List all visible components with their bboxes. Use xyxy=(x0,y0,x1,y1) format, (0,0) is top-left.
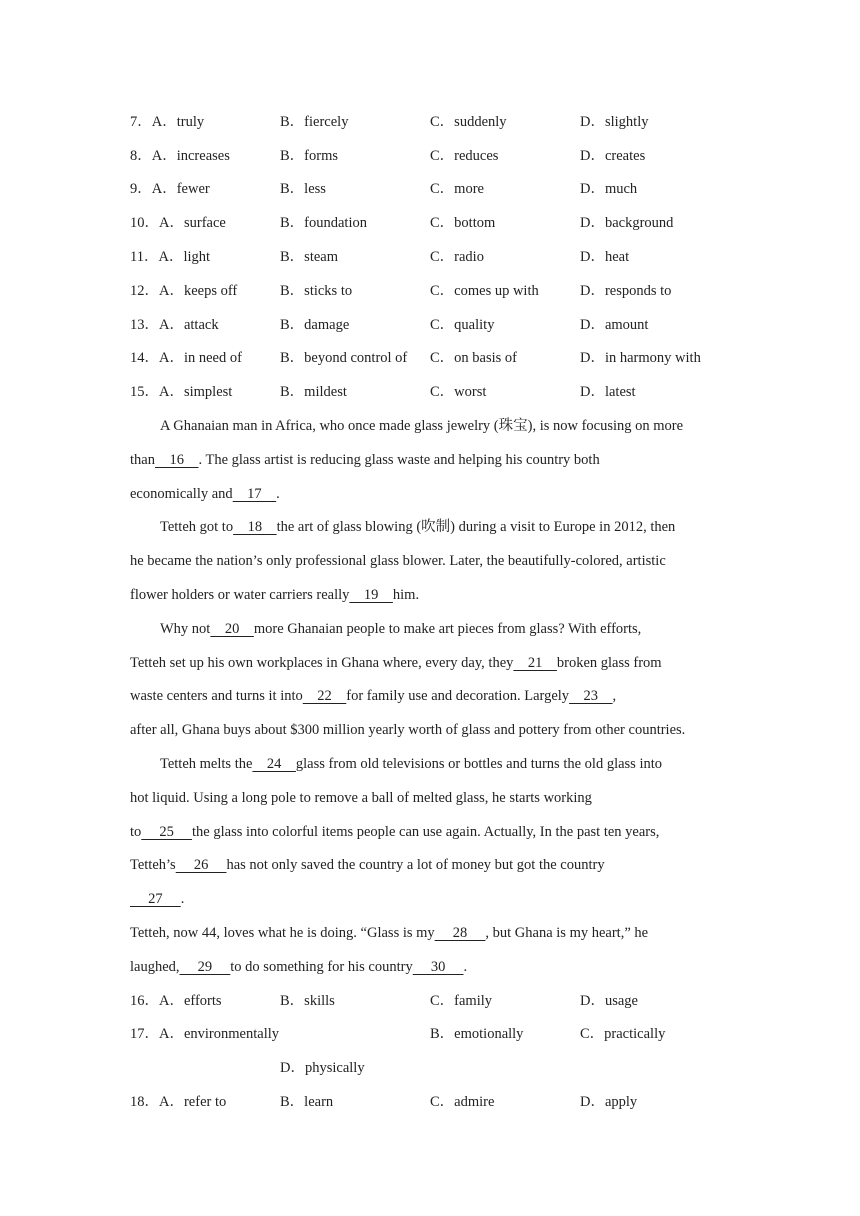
blank-26: 26 xyxy=(175,857,227,873)
option-d: D．latest xyxy=(580,384,636,400)
option-a: 14．A．in need of xyxy=(130,350,242,366)
blank-21: 21 xyxy=(513,655,557,671)
option-c: C．quality xyxy=(430,317,495,333)
option-b: B．mildest xyxy=(280,384,347,400)
option-b: B．forms xyxy=(280,148,338,164)
option-d: D．slightly xyxy=(580,114,649,130)
option-d: D．usage xyxy=(580,993,638,1009)
question-row xyxy=(0,245,860,269)
blank-16: 16 xyxy=(154,452,199,468)
passage-line: laughed, 29 to do something for his country 30 . xyxy=(130,959,468,975)
blank-22: 22 xyxy=(302,688,347,704)
blank-27: 27 xyxy=(130,891,181,907)
option-a: 7．A．truly xyxy=(130,114,205,130)
option-c: C．more xyxy=(430,181,484,197)
passage-line: waste centers and turns it into 22 for family use and decoration. Largely 23 , xyxy=(130,688,617,704)
blank-18: 18 xyxy=(233,519,277,535)
option-d: D．heat xyxy=(580,249,630,265)
option-a: 12．A．keeps off xyxy=(130,283,238,299)
option-a: 13．A．attack xyxy=(130,317,219,333)
passage-line: Tetteh set up his own workplaces in Ghana where, every day, they 21 broken glass from xyxy=(130,655,662,671)
option-c: C．on basis of xyxy=(430,350,517,366)
option-d: D．background xyxy=(580,215,674,231)
passage-line: Tetteh, now 44, loves what he is doing. “Glass is my 28 , but Ghana is my heart,” he xyxy=(130,925,649,941)
passage-line: 27 . xyxy=(130,891,185,907)
option-c: C．admire xyxy=(430,1094,495,1110)
question-row xyxy=(0,211,860,235)
question-row xyxy=(0,279,860,303)
option-a: 11．A．light xyxy=(130,249,211,265)
passage-line: to 25 the glass into colorful items people can use again. Actually, In the past ten years, xyxy=(130,824,660,840)
option-a: 15．A．simplest xyxy=(130,384,233,400)
blank-23: 23 xyxy=(569,688,613,704)
option-b: B．fiercely xyxy=(280,114,349,130)
passage-line: after all, Ghana buys about $300 million yearly worth of glass and pottery from other countries. xyxy=(130,722,686,738)
option-a: 9．A．fewer xyxy=(130,181,210,197)
question-row xyxy=(0,110,860,134)
question-row-continued xyxy=(0,1056,860,1080)
option-b: B．learn xyxy=(280,1094,334,1110)
option-d: D．physically xyxy=(280,1060,365,1076)
passage-line: Tetteh’s 26 has not only saved the country a lot of money but got the country xyxy=(130,857,605,873)
option-b: B．less xyxy=(280,181,326,197)
option-c: C．practically xyxy=(580,1026,666,1042)
option-b: B．foundation xyxy=(280,215,367,231)
option-d: D．apply xyxy=(580,1094,638,1110)
option-c: C．family xyxy=(430,993,493,1009)
option-c: C．reduces xyxy=(430,148,499,164)
option-c: C．bottom xyxy=(430,215,496,231)
blank-24: 24 xyxy=(252,756,296,772)
question-row xyxy=(0,346,860,370)
option-d: D．much xyxy=(580,181,638,197)
question-row xyxy=(0,1022,860,1046)
option-a: 8．A．increases xyxy=(130,148,230,164)
option-d: D．creates xyxy=(580,148,646,164)
blank-30: 30 xyxy=(412,959,464,975)
option-b: B．damage xyxy=(280,317,350,333)
blank-17: 17 xyxy=(232,486,277,502)
question-row xyxy=(0,144,860,168)
option-b: B．sticks to xyxy=(280,283,353,299)
question-row xyxy=(0,1090,860,1114)
question-row xyxy=(0,380,860,404)
passage-line: hot liquid. Using a long pole to remove a ball of melted glass, he starts working xyxy=(130,790,592,806)
option-b: B．skills xyxy=(280,993,335,1009)
option-c: C．suddenly xyxy=(430,114,507,130)
option-c: C．radio xyxy=(430,249,484,265)
option-b: B．steam xyxy=(280,249,338,265)
blank-25: 25 xyxy=(141,824,193,840)
question-row xyxy=(0,313,860,337)
option-a: 17．A．environmentally xyxy=(130,1026,280,1042)
blank-28: 28 xyxy=(434,925,486,941)
passage-line: Why not 20 more Ghanaian people to make art pieces from glass? With efforts, xyxy=(160,621,642,637)
option-a: 10．A．surface xyxy=(130,215,226,231)
option-d: D．amount xyxy=(580,317,649,333)
blank-29: 29 xyxy=(179,959,231,975)
question-row xyxy=(0,989,860,1013)
passage-line: A Ghanaian man in Africa, who once made glass jewelry (珠宝), is now focusing on more xyxy=(160,418,684,434)
blank-20: 20 xyxy=(210,621,254,637)
passage-line: economically and 17 . xyxy=(130,486,280,502)
option-a: 18．A．refer to xyxy=(130,1094,227,1110)
question-row xyxy=(0,177,860,201)
option-d: D．responds to xyxy=(580,283,672,299)
passage-line: flower holders or water carriers really 19 him. xyxy=(130,587,420,603)
option-c: C．comes up with xyxy=(430,283,539,299)
option-c: C．worst xyxy=(430,384,487,400)
blank-19: 19 xyxy=(349,587,393,603)
passage-line: than 16 . The glass artist is reducing glass waste and helping his country both xyxy=(130,452,600,468)
passage-line: Tetteh melts the 24 glass from old televisions or bottles and turns the old glass into xyxy=(160,756,662,772)
option-a: 16．A．efforts xyxy=(130,993,222,1009)
option-b: B．beyond control of xyxy=(280,350,408,366)
option-d: D．in harmony with xyxy=(580,350,701,366)
passage-line: Tetteh got to 18 the art of glass blowing (吹制) during a visit to Europe in 2012, then xyxy=(160,519,676,535)
option-b: B．emotionally xyxy=(430,1026,524,1042)
passage-line: he became the nation’s only professional glass blower. Later, the beautifully-colored, artistic xyxy=(130,553,666,569)
